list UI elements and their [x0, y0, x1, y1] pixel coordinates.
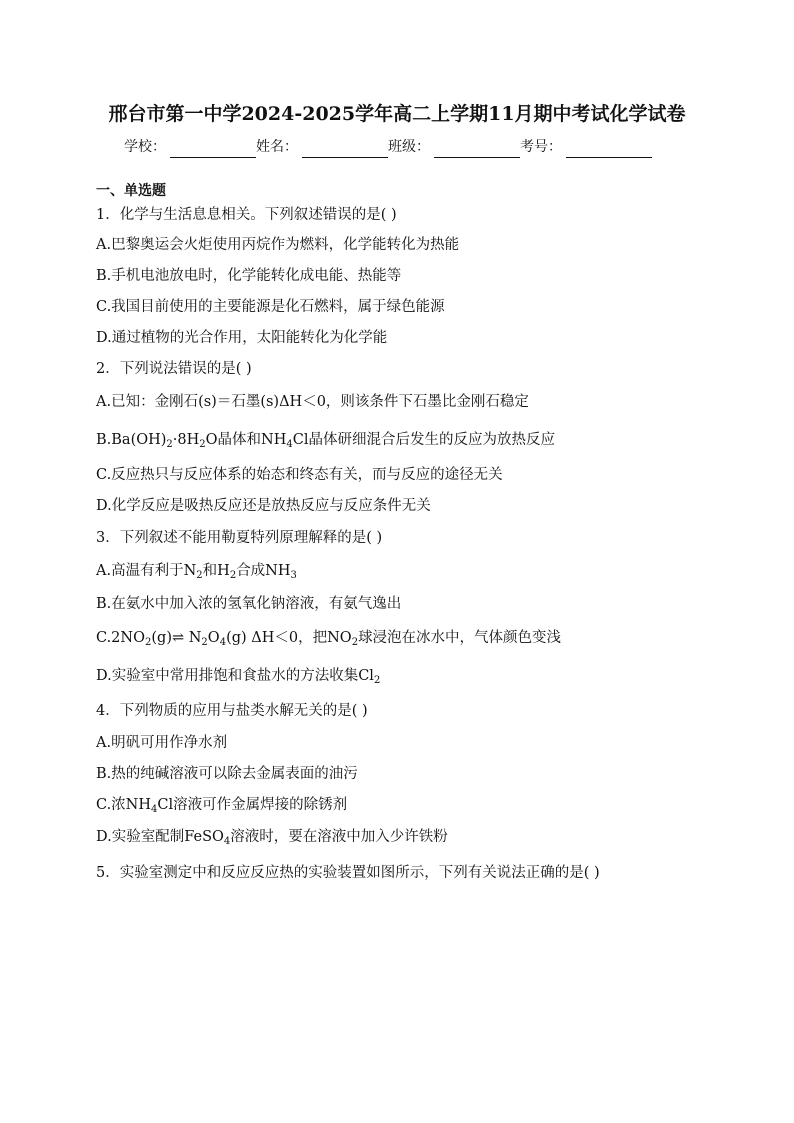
question-4-option-b: B.热的纯碱溶液可以除去金属表面的油污 — [96, 766, 358, 782]
question-2-option-a: A.已知：金刚石(s)＝石墨(s)ΔH＜0，则该条件下石墨比金刚石稳定 — [96, 394, 529, 410]
question-3-option-a: A.高温有利于$N_2$和$H_2$合成$NH_3$ — [96, 563, 297, 581]
class-label: 班级： — [388, 139, 430, 155]
question-3-option-d: D.实验室中常用排饱和食盐水的方法收集$Cl_2$ — [96, 668, 381, 686]
question-1-option-a: A.巴黎奥运会火炬使用丙烷作为燃料，化学能转化为热能 — [96, 237, 460, 253]
name-blank — [302, 141, 388, 158]
number-label: 考号： — [520, 139, 562, 155]
question-2-option-d: D.化学反应是吸热反应还是放热反应与反应条件无关 — [96, 498, 431, 514]
section-heading: 一、单选题 — [96, 183, 166, 199]
name-field — [256, 136, 388, 158]
question-1-stem: 1．化学与生活息息相关。下列叙述错误的是( ) — [96, 207, 397, 223]
school-field — [124, 136, 256, 158]
school-label: 学校： — [124, 139, 166, 155]
number-field — [520, 136, 652, 158]
question-2-stem: 2．下列说法错误的是( ) — [96, 361, 252, 377]
question-5-stem: 5．实验室测定中和反应反应热的实验装置如图所示，下列有关说法正确的是( ) — [96, 865, 600, 881]
question-3-option-b: B.在氨水中加入浓的氢氧化钠溶液，有氨气逸出 — [96, 596, 402, 612]
school-blank — [170, 141, 256, 158]
question-4-stem: 4．下列物质的应用与盐类水解无关的是( ) — [96, 703, 368, 719]
class-blank — [434, 141, 520, 158]
question-3-stem: 3．下列叙述不能用勒夏特列原理解释的是( ) — [96, 530, 383, 546]
number-blank — [566, 141, 652, 158]
question-1-option-c: C.我国目前使用的主要能源是化石燃料，属于绿色能源 — [96, 299, 445, 315]
class-field — [388, 136, 520, 158]
question-4-option-c: C.浓$NH_4Cl$溶液可作金属焊接的除锈剂 — [96, 797, 348, 815]
question-2-option-c: C.反应热只与反应体系的始态和终态有关，而与反应的途径无关 — [96, 467, 503, 483]
page-title: 邢台市第一中学2024-2025学年高二上学期11月期中考试化学试卷 — [108, 103, 686, 125]
question-1-option-b: B.手机电池放电时，化学能转化成电能、热能等 — [96, 268, 402, 284]
name-label: 姓名： — [256, 139, 298, 155]
question-1-option-d: D.通过植物的光合作用，太阳能转化为化学能 — [96, 330, 388, 346]
question-4-option-a: A.明矾可用作净水剂 — [96, 735, 228, 751]
question-4-option-d: D.实验室配制FeSO$_4$溶液时，要在溶液中加入少许铁粉 — [96, 829, 448, 847]
student-info-row — [124, 134, 652, 158]
question-3-option-c: $C.2NO_2(g)\rightleftharpoons$ $N_2O_4(g)$ ΔH＜0，把$NO_2$球浸泡在冰水中，气体颜色变浅 — [96, 630, 562, 648]
question-2-option-b: $B.Ba(OH)_2\cdot 8H_2O$晶体和$NH_4Cl$晶体研细混合后发生的反应为放热反应 — [96, 432, 555, 450]
